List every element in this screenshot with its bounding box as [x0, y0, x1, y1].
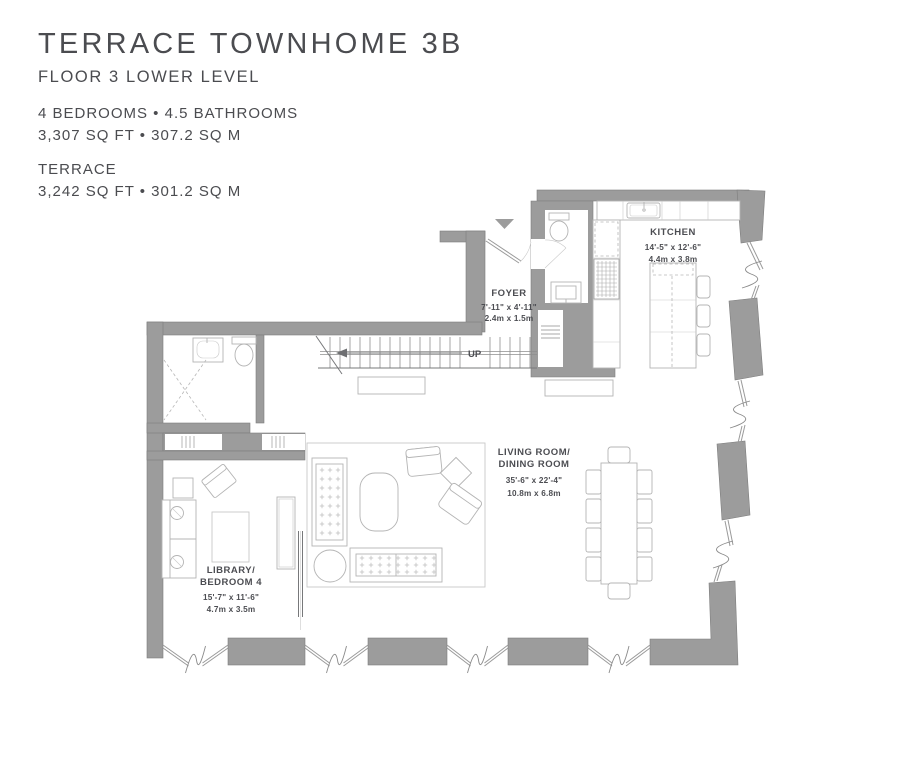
- foyer-dim-metric: 2.4m x 1.5m: [484, 314, 534, 323]
- staircase: [316, 336, 537, 394]
- kitchen-island: [650, 263, 696, 368]
- kitchen-label: KITCHEN: [650, 227, 696, 238]
- plan-title: TERRACE TOWNHOME 3B: [38, 28, 464, 60]
- terrace-label: TERRACE: [38, 161, 117, 178]
- bed-bath-line: 4 BEDROOMS • 4.5 BATHROOMS: [38, 105, 299, 122]
- terrace-glass-wall-bottom: [163, 638, 650, 673]
- kitchen: [593, 201, 740, 368]
- stairs-up-label: UP: [468, 349, 482, 360]
- living-label-line1: LIVING ROOM/: [497, 447, 571, 458]
- coffee-table: [360, 473, 398, 531]
- living-dining-room: [307, 380, 652, 599]
- terrace-area-line: 3,242 SQ FT • 301.2 SQ M: [38, 183, 242, 200]
- stair-direction-arrow-icon: [336, 349, 347, 358]
- kitchen-dim-metric: 4.4m x 3.8m: [648, 255, 698, 264]
- entry-door: [486, 219, 531, 263]
- living-dim-imperial: 35'-6" x 22'-4": [505, 476, 563, 485]
- foyer: [481, 288, 537, 323]
- living-dim-metric: 10.8m x 6.8m: [507, 489, 561, 498]
- foyer-dim-imperial: 7'-11" x 4'-11": [481, 303, 537, 312]
- library-label-line1: LIBRARY/: [206, 565, 256, 576]
- library-label-line2: BEDROOM 4: [199, 577, 263, 588]
- bathroom-sink: [193, 338, 223, 362]
- kitchen-dim-imperial: 14'-5" x 12'-6": [644, 243, 702, 252]
- library-dim-imperial: 15'-7" x 11'-6": [202, 593, 260, 602]
- side-round-table: [314, 550, 346, 582]
- library-dim-metric: 4.7m x 3.5m: [206, 605, 256, 614]
- plan-subtitle: FLOOR 3 LOWER LEVEL: [38, 68, 261, 86]
- library-bedroom4: [162, 464, 303, 630]
- entry-arrow-icon: [495, 219, 514, 229]
- dining-table: [601, 463, 637, 584]
- area-line: 3,307 SQ FT • 307.2 SQ M: [38, 127, 242, 144]
- toilet: [232, 337, 256, 344]
- foyer-label: FOYER: [491, 288, 527, 299]
- living-label-line2: DINING ROOM: [498, 459, 570, 470]
